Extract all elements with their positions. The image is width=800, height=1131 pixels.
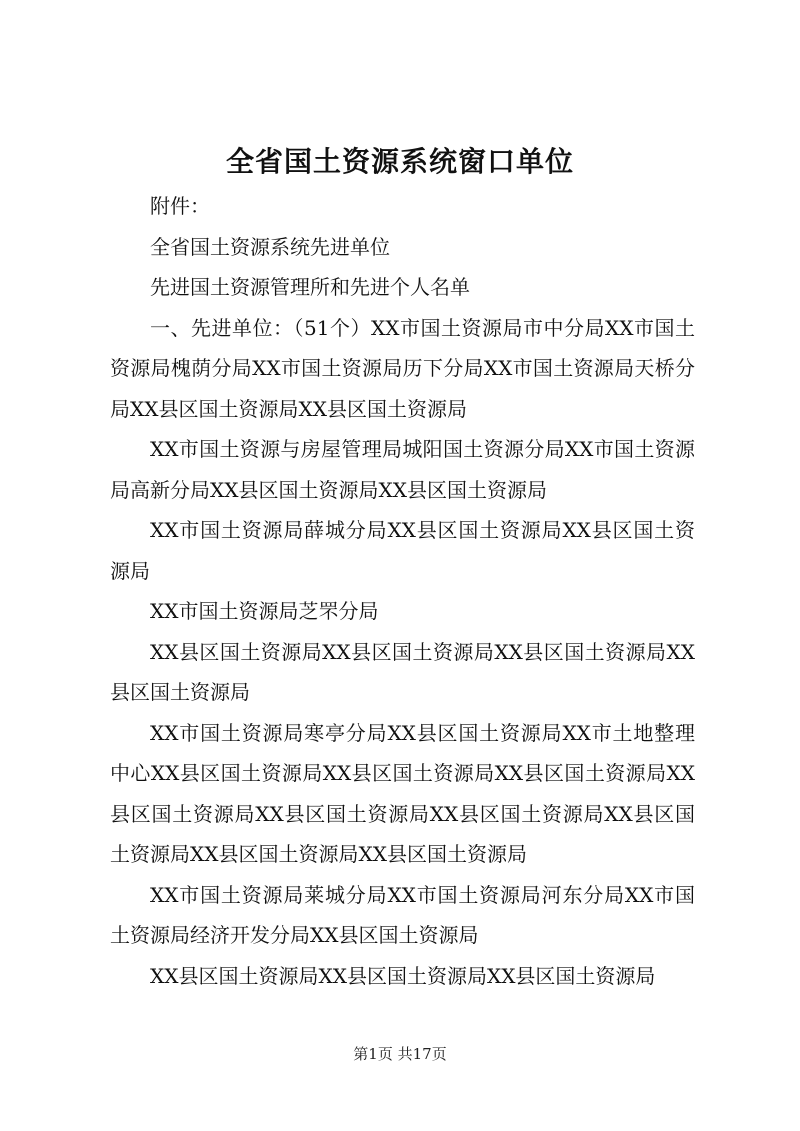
document-title: 全省国土资源系统窗口单位 xyxy=(225,145,574,178)
paragraph-unit-list: 一、先进单位：（51个）XX市国土资源局市中分局XX市国土资源局槐荫分局XX市国土资源局历下分局XX市国土资源局天桥分局XX县区国土资源局XX县区国土资源局 xyxy=(110,315,695,421)
paragraph-unit-list: XX市国土资源局莱城分局XX市国土资源局河东分局XX市国土资源局经济开发分局XX县区国土资源局 xyxy=(110,882,695,947)
document-body xyxy=(110,186,695,996)
paragraph-attachment-label: 附件： xyxy=(150,194,210,218)
paragraph-unit-list: XX市国土资源与房屋管理局城阳国土资源分局XX市国土资源局高新分局XX县区国土资源局XX县区国土资源局 xyxy=(110,437,695,502)
paragraph-unit-list: XX县区国土资源局XX县区国土资源局XX县区国土资源局XX县区国土资源局 xyxy=(110,639,695,704)
page-number-footer: 第1页 共17页 xyxy=(353,1045,447,1063)
paragraph-unit-list: XX市国土资源局芝罘分局 xyxy=(150,599,379,623)
paragraph-unit-list: XX县区国土资源局XX县区国土资源局XX县区国土资源局 xyxy=(150,963,656,988)
paragraph-unit-list: XX市国土资源局薛城分局XX县区国土资源局XX县区国土资源局 xyxy=(110,518,695,583)
paragraph-unit-list: XX市国土资源局寒亭分局XX县区国土资源局XX市土地整理中心XX县区国土资源局XX县区国土资源局XX县区国土资源局XX县区国土资源局XX县区国土资源局XX县区国土资源局XX县区国土资源局XX县区国土资源局XX县区国土资源局 xyxy=(110,720,695,866)
paragraph-name-list-heading: 先进国土资源管理所和先进个人名单 xyxy=(150,275,470,299)
paragraph-advanced-units-heading: 全省国土资源系统先进单位 xyxy=(150,234,390,259)
